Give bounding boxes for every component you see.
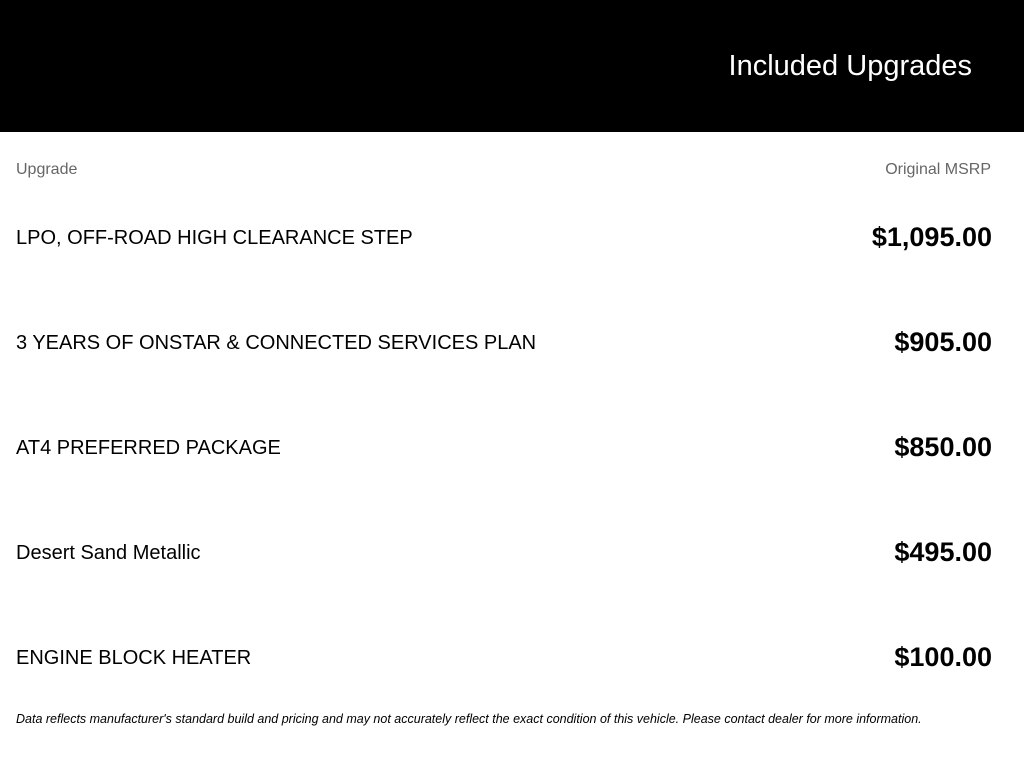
upgrade-name: 3 YEARS OF ONSTAR & CONNECTED SERVICES PLAN — [16, 332, 537, 354]
page-title: Included Upgrades — [728, 50, 972, 82]
upgrade-price: $850.00 — [894, 432, 992, 462]
upgrade-row — [0, 515, 1024, 620]
upgrade-row — [0, 620, 1024, 725]
upgrade-row — [0, 305, 1024, 410]
upgrade-row — [0, 200, 1024, 305]
upgrade-price: $905.00 — [894, 327, 992, 357]
upgrade-price: $1,095.00 — [871, 222, 992, 252]
upgrade-price: $495.00 — [894, 537, 992, 567]
column-header-upgrade: Upgrade — [16, 161, 78, 178]
upgrade-name: Desert Sand Metallic — [16, 542, 201, 564]
upgrades-list — [0, 200, 1024, 725]
upgrade-name: AT4 PREFERRED PACKAGE — [16, 437, 281, 459]
disclaimer-text: Data reflects manufacturer's standard build and pricing and may not accurately reflect the exact condition of this vehicle. Please contact dealer for more information. — [16, 712, 922, 726]
column-header-msrp: Original MSRP — [885, 161, 991, 178]
upgrade-name: ENGINE BLOCK HEATER — [16, 647, 252, 669]
page-header — [0, 0, 1024, 132]
upgrade-row — [0, 410, 1024, 515]
upgrade-price: $100.00 — [894, 642, 992, 672]
upgrade-name: LPO, OFF-ROAD HIGH CLEARANCE STEP — [16, 227, 413, 249]
